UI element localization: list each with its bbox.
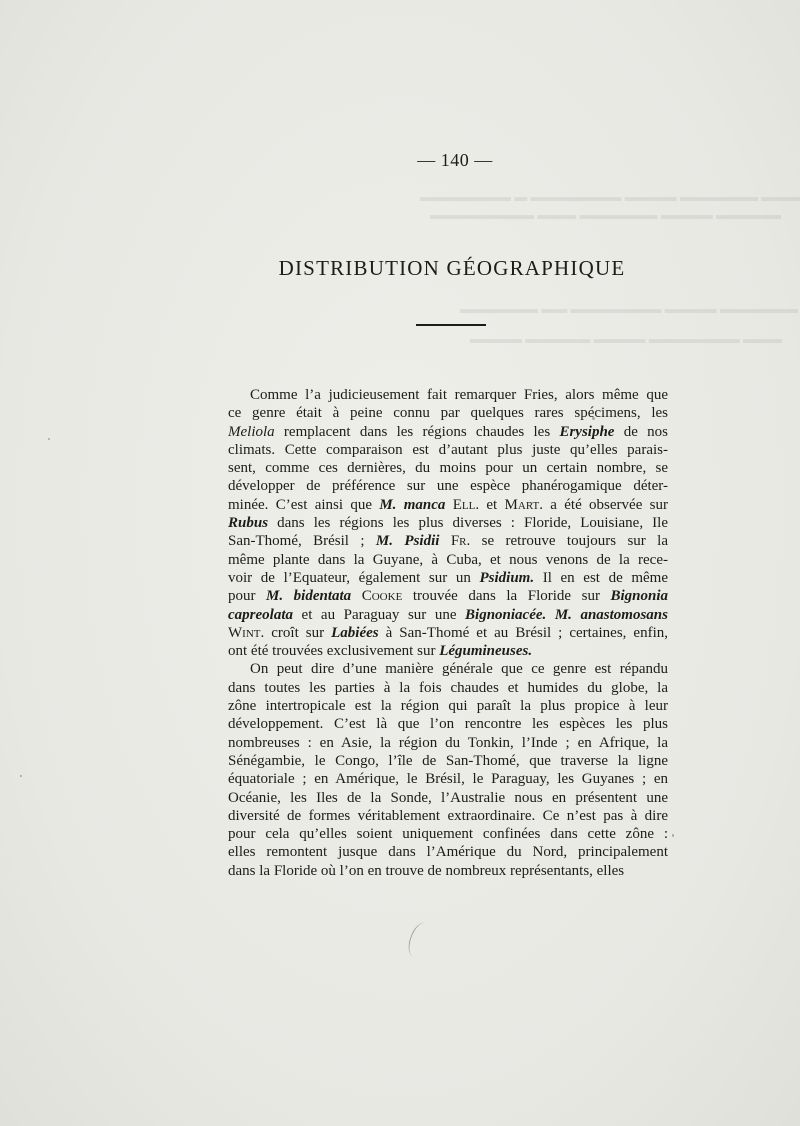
taxon-name: M. Psidii: [375, 533, 440, 550]
author-abbreviation: Wint.: [228, 624, 265, 641]
text-run: Océanie, les Iles de la Sonde, l’Australie nous en présentent une: [228, 789, 668, 806]
text-run: zône intertropicale est la région qui paraît la plus propice à leur: [228, 698, 668, 715]
text-run: ce genre était à peine connu par quelques rares spécimens, les: [228, 405, 668, 422]
text-run: remplacent dans les régions chaudes les: [274, 423, 560, 440]
author-abbreviation: Ell.: [452, 496, 480, 513]
text-run: dans la Floride où l’on en trouve de nombreux représentants, elles: [228, 862, 625, 879]
text-run: équatoriale ; en Amérique, le Brésil, le Paraguay, les Guyanes ; en: [228, 771, 668, 788]
text-line: [228, 606, 668, 624]
text-run: Il en est de même: [534, 569, 668, 586]
text-run: climats. Cette comparaison est d’autant plus juste qu’elles parais-: [228, 441, 668, 458]
text-line: [228, 734, 668, 752]
text-line: [228, 642, 668, 660]
text-line: [228, 770, 668, 788]
text-run: même plante dans la Guyane, à Cuba, et nous venons de la rece-: [228, 551, 668, 568]
text-line: [228, 843, 668, 861]
text-run: [546, 607, 555, 623]
text-line: [228, 514, 668, 532]
taxon-name: Bignoniacée.: [465, 606, 547, 623]
bleed-through-block-3: ▬▬▬▬▬▬ ▬▬▬▬ ▬▬▬▬▬▬▬ ▬▬ ▬▬▬▬▬▬: [460, 301, 798, 316]
text-run: San-Thomé, Brésil ;: [228, 533, 376, 550]
pencil-mark: [404, 920, 434, 960]
text-run: a été observée sur: [542, 496, 668, 513]
text-line: [228, 660, 668, 678]
text-run: à San-Thomé et au Brésil ; certaines, enfin,: [378, 624, 668, 641]
bleed-through-block-4: ▬▬▬ ▬▬▬▬▬▬▬ ▬▬▬▬ ▬▬▬▬▬ ▬▬▬▬: [470, 331, 782, 346]
text-line: [228, 715, 668, 733]
text-line: [228, 441, 668, 459]
bleed-through-block-2: ▬▬▬▬▬ ▬▬▬▬ ▬▬▬▬▬▬ ▬▬▬ ▬▬▬▬▬▬▬▬: [430, 207, 781, 222]
text-line: [228, 825, 668, 843]
body-text: [228, 386, 668, 880]
text-run: trouvée dans la Floride sur: [402, 588, 611, 605]
text-run: On peut dire d’une manière générale que ce genre est répandu: [250, 661, 668, 678]
taxon-name: capreolata: [228, 606, 293, 623]
text-run: nombreuses : en Asie, la région du Tonkin, l’Inde ; en Afrique, la: [228, 734, 668, 751]
text-line: [228, 477, 668, 495]
text-run: sent, comme ces dernières, du moins pour un certain nombre, se: [228, 460, 668, 477]
text-line: [228, 862, 668, 880]
text-line: [228, 532, 668, 550]
taxon-name: Labiées: [331, 624, 379, 641]
paragraph: [228, 660, 668, 880]
text-line: [228, 679, 668, 697]
text-run: [445, 497, 452, 513]
taxon-name: Erysiphe: [559, 423, 615, 440]
text-run: dans toutes les parties à la fois chaudes et humides du globe, la: [228, 679, 668, 696]
text-line: [228, 459, 668, 477]
text-run: diversité de formes véritablement extraordinaire. Ce n’est pas à dire: [228, 807, 668, 824]
text-run: et au Paraguay sur une: [293, 606, 466, 623]
author-abbreviation: Cooke: [361, 588, 403, 605]
text-run: [351, 588, 362, 604]
title-rule: [416, 324, 486, 326]
text-run: voir de l’Equateur, également sur un: [228, 569, 480, 586]
text-line: [228, 587, 668, 605]
text-line: [228, 551, 668, 569]
taxon-name: M. bidentata: [266, 588, 352, 605]
text-run: et: [479, 496, 505, 513]
text-line: [228, 789, 668, 807]
text-line: [228, 752, 668, 770]
text-run: se retrouve toujours sur la: [470, 533, 668, 550]
text-run: [439, 533, 450, 549]
text-run: ont été trouvées exclusivement sur: [228, 643, 440, 660]
text-run: pour: [228, 588, 267, 605]
text-line: [228, 569, 668, 587]
text-line: [228, 404, 668, 422]
taxon-name: Bignonia: [610, 588, 668, 605]
taxon-name: Psidium.: [479, 569, 535, 586]
text-line: [228, 423, 668, 441]
text-line: [228, 386, 668, 404]
text-run: croît sur: [264, 624, 332, 641]
taxon-name: M. anastomosans: [554, 606, 668, 623]
text-run: développement. C’est là que l’on rencontre les espèces les plus: [228, 716, 668, 733]
taxon-name: Meliola: [228, 423, 275, 440]
text-run: pour cela qu’elles soient uniquement confinées dans cette zône :: [228, 826, 668, 843]
text-line: [228, 624, 668, 642]
author-abbreviation: Fr.: [450, 533, 471, 550]
text-line: [228, 697, 668, 715]
section-title: DISTRIBUTION GÉOGRAPHIQUE: [278, 256, 626, 280]
text-line: [228, 807, 668, 825]
text-run: Comme l’a judicieusement fait remarquer Fries, alors même que: [250, 387, 668, 403]
text-run: de nos: [614, 423, 668, 440]
author-abbreviation: Mart.: [504, 496, 543, 513]
taxon-name: Légumineuses.: [439, 643, 533, 660]
text-run: Sénégambie, le Congo, l’île de San-Thomé, que traverse la ligne: [228, 752, 668, 769]
page-number: — 140 —: [417, 150, 493, 170]
bleed-through-block-1: ▬▬▬ ▬▬▬▬▬▬ ▬▬▬▬ ▬▬▬▬▬▬▬ ▬ ▬▬▬▬▬▬▬: [420, 189, 800, 204]
taxon-name: M. manca: [379, 496, 446, 513]
text-run: elles remontent jusque dans l’Amérique du Nord, principalement: [228, 844, 668, 861]
text-run: minée. C’est ainsi que: [228, 496, 380, 513]
paragraph: [228, 386, 668, 660]
taxon-name: Rubus: [228, 515, 269, 532]
text-line: [228, 496, 668, 514]
text-run: dans les régions les plus diverses : Floride, Louisiane, Ile: [268, 515, 668, 532]
text-run: développer de préférence sur une espèce phanérogamique déter-: [228, 478, 668, 495]
